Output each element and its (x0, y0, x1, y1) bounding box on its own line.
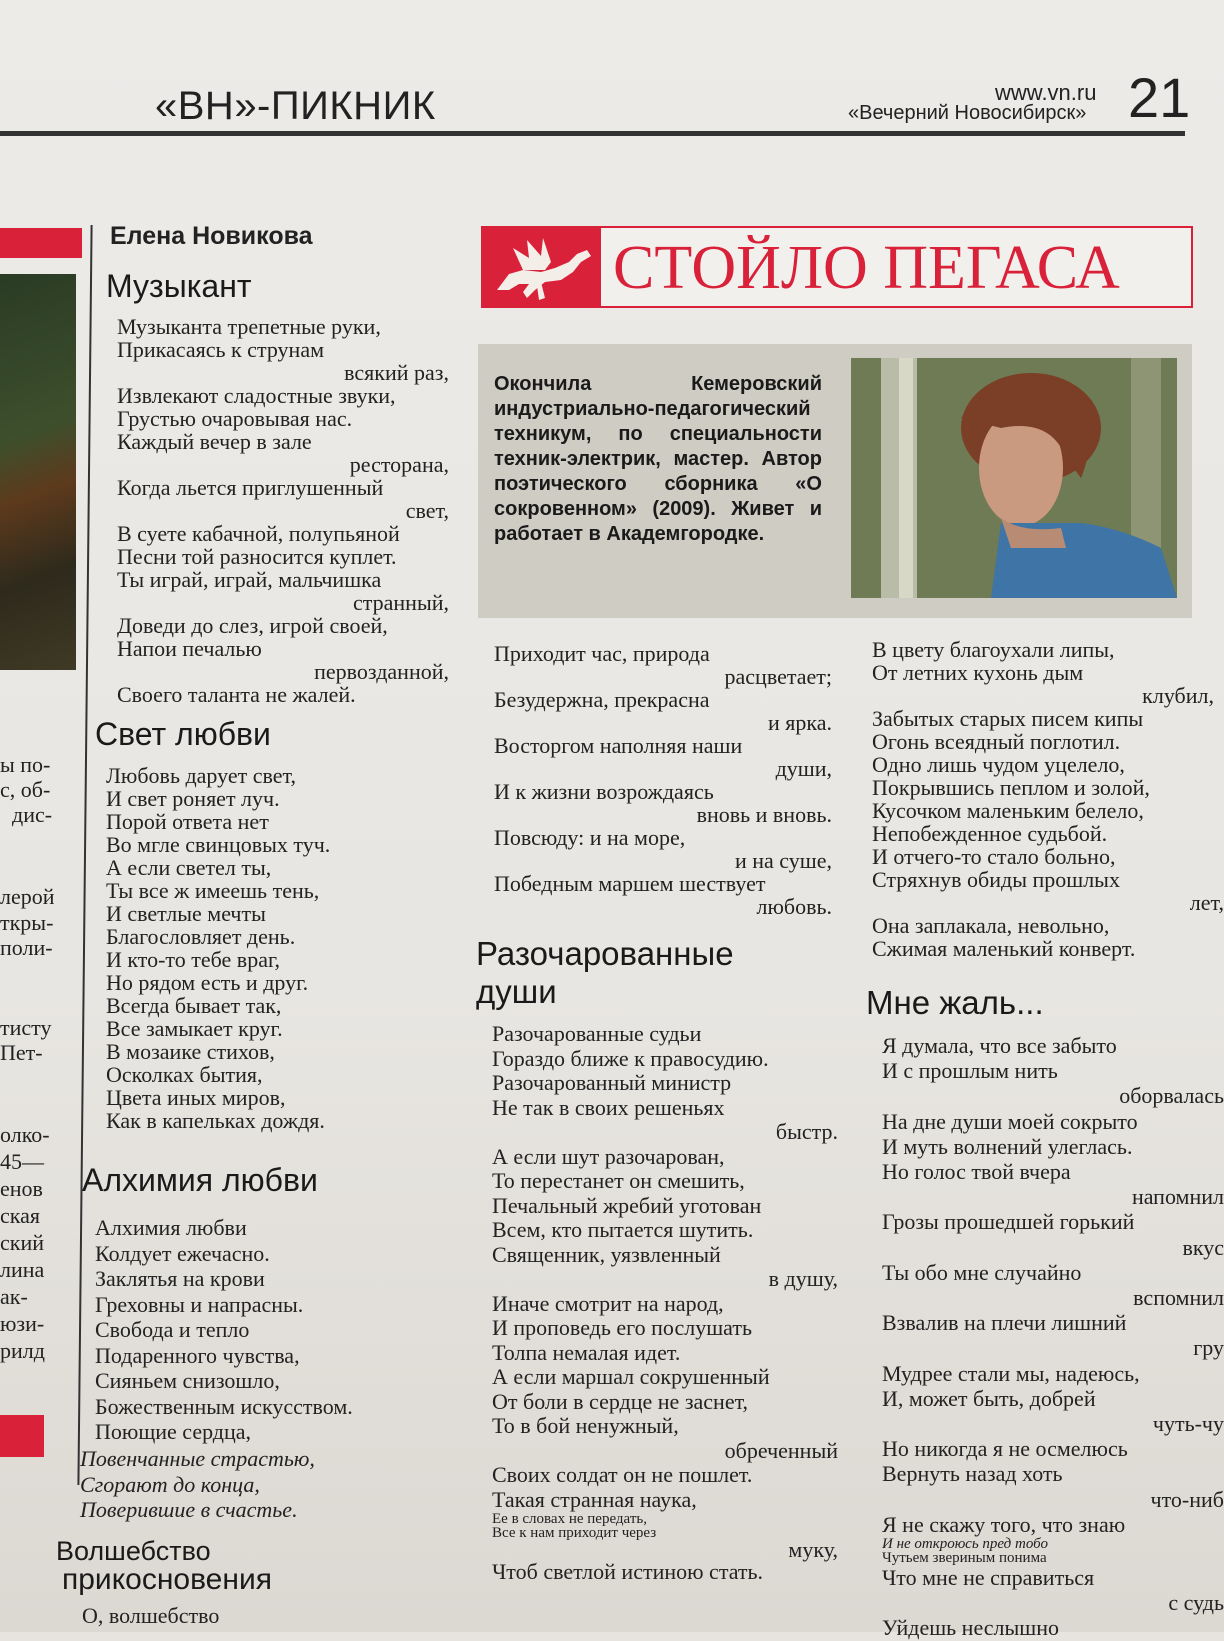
poem-body-italic: Повенчанные страстью, Сгорают до конца, Поверившие в счастье. (80, 1446, 315, 1522)
poem-body: Приходит час, природа расцветает; Безудержна, прекрасна и ярка. Восторгом наполняя наши души, И к жизни возрождаясь вновь и вновь. Повсюду: и на море, и на суше, Победным маршем шествует любовь. (494, 641, 832, 919)
poem-body: Любовь дарует свет, И свет роняет луч. Порой ответа нет Во мгле свинцовых туч. А если светел ты, Ты все ж имеешь тень, И светлые мечты Благословляет день. И кто-то тебе враг, Но рядом есть и друг. Всегда бывает так, Все замыкает круг. В мозаике стихов, Осколках бытия, Цвета иных миров, Как в капельках дождя. (106, 763, 331, 1133)
pegasus-icon (483, 228, 601, 306)
left-fragment: ткры- (0, 910, 54, 935)
poem-title: Волшебство (56, 1536, 211, 1566)
left-fragment: юзи- (0, 1311, 45, 1336)
poem-body: В цвету благоухали липы, От летних кухонь дым клубил, Забытых старых писем кипы Огонь всеядный поглотил. Одно лишь чудом уцелело, Покрывшись пеплом и золой, Кусочком маленьким белело, Непобежденное судьбой. И отчего-то стало больно, Стряхнув обиды прошлых лет, Она заплакала, невольно, Сжимая маленький конверт. (872, 637, 1224, 961)
left-fragment: лина (0, 1257, 45, 1282)
section-logo (481, 226, 1193, 308)
page-number: 21 (1128, 66, 1191, 129)
red-accent-bar (0, 228, 82, 258)
newspaper-name: «Вечерний Новосибирск» (848, 102, 1087, 124)
poem-body: Алхимия любви Колдует ежечасно. Заклятья на крови Греховны и напрасны. Свобода и тепло Подаренного чувства, Сияньем снизошло, Божественным искусством. Поющие сердца, (95, 1215, 353, 1444)
left-fragment: 45— (0, 1149, 44, 1174)
author-bio: Окончила Кемеровский индустриально-педагогический техникум, по специальности техник-электрик, мастер. Автор поэтического сборника «О сокровенном» (2009). Живет и работает в Академгородке. (494, 373, 822, 545)
left-fragment: ак- (0, 1284, 28, 1309)
poem-title: Разочарованные души (476, 935, 734, 1010)
left-fragment: рилд (0, 1338, 45, 1363)
left-fragment: олко- (0, 1122, 50, 1147)
left-fragment: лерой (0, 884, 55, 909)
poem-body: Музыканта трепетные руки, Прикасаясь к струнам всякий раз, Извлекают сладостные звуки, Грустью очаровывая нас. Каждый вечер в зале ресторана, Когда льется приглушенный свет, В суете кабачной, полупьяной Песни той разносится куплет. Ты играй, играй, мальчишка странный, Доведи до слез, игрой своей, Напои печалью первозданной, Своего таланта не жалей. (117, 314, 449, 707)
poem-title: прикосновения (62, 1563, 272, 1596)
left-fragment: ы по- (0, 752, 51, 777)
cropped-photo (0, 274, 76, 670)
left-fragment: Пет- (0, 1040, 43, 1065)
poem-body: Я думала, что все забыто И с прошлым нить оборвалась На дне души моей сокрыто И муть волнений улеглась. Но голос твой вчера напомнил Грозы прошедшей горький вкус Ты обо мне случайно вспомнил Взвалив на плечи лишний гру Мудрее стали мы, надеюсь, И, может быть, добрей чуть-чу Но никогда я не осмелюсь Вернуть назад хоть что-ниб Я не скажу того, что знаю И не откроюсь пред тобо Чутьем звериным понима Что мне не справиться с судь Уйдешь неслышно (882, 1033, 1224, 1641)
red-accent-bar-bottom (0, 1415, 44, 1457)
left-fragment: дис- (12, 802, 53, 827)
poem-title: Алхимия любви (82, 1162, 318, 1198)
author-name: Елена Новикова (110, 222, 313, 250)
left-fragment: тисту (0, 1015, 52, 1040)
author-bio-box (478, 344, 1192, 618)
poem-title: Музыкант (106, 268, 252, 304)
column-divider (77, 225, 92, 1485)
header-rule (0, 131, 1185, 136)
left-fragment: ский (0, 1230, 44, 1255)
left-fragment: ская (0, 1203, 41, 1228)
site-url: www.vn.ru (995, 80, 1097, 105)
poem-body: О, волшебство (82, 1603, 220, 1628)
poem-body: Разочарованные судьи Гораздо ближе к правосудию. Разочарованный министр Не так в своих решеньях быстр. А если шут разочарован, То перестанет он смешить, Печальный жребий уготован Всем, кто пытается шутить. Священник, уязвленный в душу, Иначе смотрит на народ, И проповедь его послушать Толпа немалая идет. А если маршал сокрушенный От боли в сердце не заснет, То в бой ненужный, обреченный Своих солдат он не пошлет. Такая странная наука, Ее в словах не передать, Все к нам приходит через муку, Чтоб светлой истиною стать. (492, 1021, 838, 1584)
poem-title: Свет любви (95, 716, 271, 752)
section-logo-text: СТОЙЛО ПЕГАСА (613, 234, 1120, 302)
rubric-title: «ВН»-ПИКНИК (155, 84, 436, 128)
left-fragment: енов (0, 1176, 43, 1201)
left-fragment: поли- (0, 935, 53, 960)
poem-title: Мне жаль... (866, 984, 1044, 1021)
author-photo (851, 358, 1177, 598)
left-fragment: с, об- (0, 777, 51, 802)
